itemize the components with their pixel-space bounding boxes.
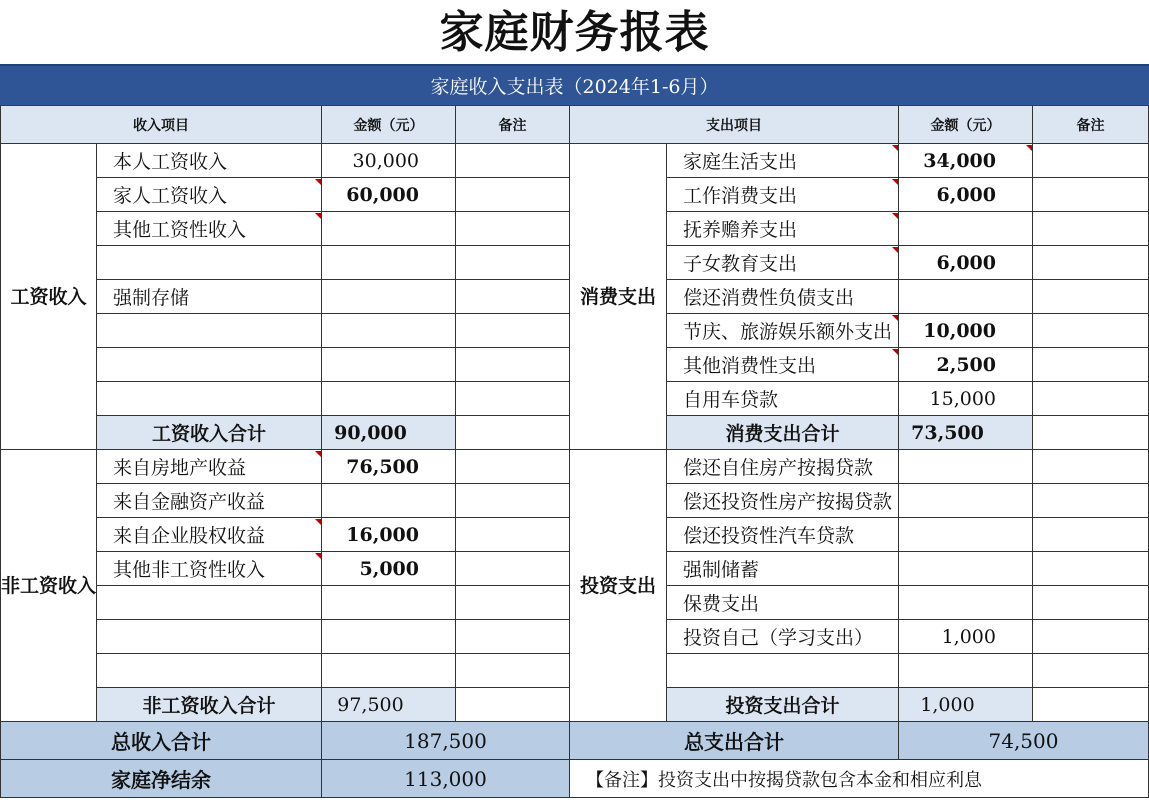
- total-income-value: 187,500: [322, 722, 570, 760]
- income-item-label: 家人工资收入: [97, 178, 322, 212]
- income-group-salary: 工资收入: [0, 144, 97, 450]
- expense-item-amount[interactable]: [899, 654, 1033, 688]
- expense-item-note[interactable]: [1033, 654, 1149, 688]
- income-item-label: [97, 586, 322, 620]
- expense-item-note[interactable]: [1033, 144, 1149, 178]
- expense-invest-subtotal-label: 投资支出合计: [667, 688, 899, 722]
- header-expense-amount: 金额（元）: [899, 106, 1033, 144]
- income-nonsalary-subtotal-note[interactable]: [456, 688, 570, 722]
- income-item-label: [97, 246, 322, 280]
- net-balance-value: 113,000: [322, 760, 570, 798]
- expense-item-label: 节庆、旅游娱乐额外支出: [667, 314, 899, 348]
- expense-item-note[interactable]: [1033, 382, 1149, 416]
- income-item-amount[interactable]: [322, 280, 456, 314]
- expense-item-label: 偿还投资性汽车贷款: [667, 518, 899, 552]
- expense-group-consume: 消费支出: [570, 144, 667, 450]
- expense-item-amount[interactable]: 6,000: [899, 178, 1033, 212]
- income-item-amount[interactable]: [322, 654, 456, 688]
- income-item-amount[interactable]: 76,500: [322, 450, 456, 484]
- income-item-note[interactable]: [456, 654, 570, 688]
- expense-consume-subtotal-label: 消费支出合计: [667, 416, 899, 450]
- income-item-note[interactable]: [456, 518, 570, 552]
- expense-consume-subtotal-note[interactable]: [1033, 416, 1149, 450]
- income-item-label: 来自企业股权收益: [97, 518, 322, 552]
- comment-marker: [892, 213, 898, 219]
- expense-item-amount[interactable]: [899, 280, 1033, 314]
- comment-marker: [892, 145, 898, 151]
- expense-item-amount[interactable]: [899, 586, 1033, 620]
- income-item-note[interactable]: [456, 280, 570, 314]
- expense-item-note[interactable]: [1033, 518, 1149, 552]
- expense-item-label: 自用车贷款: [667, 382, 899, 416]
- expense-item-label: 偿还消费性负债支出: [667, 280, 899, 314]
- income-group-nonsalary: 非工资收入: [0, 450, 97, 722]
- income-item-note[interactable]: [456, 314, 570, 348]
- income-item-amount[interactable]: [322, 484, 456, 518]
- expense-item-note[interactable]: [1033, 212, 1149, 246]
- comment-marker: [892, 315, 898, 321]
- expense-item-note[interactable]: [1033, 586, 1149, 620]
- income-item-note[interactable]: [456, 620, 570, 654]
- header-income-note: 备注: [456, 106, 570, 144]
- income-item-amount[interactable]: [322, 586, 456, 620]
- income-item-note[interactable]: [456, 246, 570, 280]
- expense-item-amount[interactable]: [899, 484, 1033, 518]
- income-item-label: 强制存储: [97, 280, 322, 314]
- expense-item-label: 保费支出: [667, 586, 899, 620]
- income-item-label: 来自金融资产收益: [97, 484, 322, 518]
- income-item-amount[interactable]: 16,000: [322, 518, 456, 552]
- income-item-amount[interactable]: [322, 212, 456, 246]
- total-income-label: 总收入合计: [0, 722, 322, 760]
- income-salary-subtotal-label: 工资收入合计: [97, 416, 322, 450]
- income-item-amount[interactable]: [322, 348, 456, 382]
- net-balance-label: 家庭净结余: [0, 760, 322, 798]
- income-item-label: 本人工资收入: [97, 144, 322, 178]
- expense-item-label: 工作消费支出: [667, 178, 899, 212]
- expense-item-note[interactable]: [1033, 246, 1149, 280]
- income-item-label: [97, 620, 322, 654]
- comment-marker: [892, 247, 898, 253]
- comment-marker: [315, 451, 321, 457]
- income-item-note[interactable]: [456, 212, 570, 246]
- expense-item-note[interactable]: [1033, 348, 1149, 382]
- header-expense-note: 备注: [1033, 106, 1149, 144]
- expense-item-amount[interactable]: 34,000: [899, 144, 1033, 178]
- comment-marker: [315, 179, 321, 185]
- income-item-note[interactable]: [456, 178, 570, 212]
- expense-item-label: 其他消费性支出: [667, 348, 899, 382]
- income-item-amount[interactable]: 30,000: [322, 144, 456, 178]
- comment-marker: [892, 349, 898, 355]
- expense-item-amount[interactable]: 6,000: [899, 246, 1033, 280]
- expense-item-label: 强制储蓄: [667, 552, 899, 586]
- income-item-label: 其他非工资性收入: [97, 552, 322, 586]
- income-nonsalary-subtotal-label: 非工资收入合计: [97, 688, 322, 722]
- report-title: 家庭财务报表: [439, 7, 710, 58]
- expense-item-note[interactable]: [1033, 280, 1149, 314]
- income-item-amount[interactable]: 60,000: [322, 178, 456, 212]
- comment-marker: [315, 553, 321, 559]
- total-expense-value: 74,500: [899, 722, 1149, 760]
- expense-item-amount[interactable]: [899, 552, 1033, 586]
- expense-item-amount[interactable]: [899, 450, 1033, 484]
- total-expense-label: 总支出合计: [570, 722, 899, 760]
- income-item-note[interactable]: [456, 484, 570, 518]
- expense-item-label: [667, 654, 899, 688]
- comment-marker: [892, 179, 898, 185]
- income-item-amount[interactable]: [322, 620, 456, 654]
- income-item-note[interactable]: [456, 552, 570, 586]
- expense-item-amount[interactable]: 1,000: [899, 620, 1033, 654]
- expense-item-note[interactable]: [1033, 552, 1149, 586]
- income-item-note[interactable]: [456, 586, 570, 620]
- header-income-item: 收入项目: [0, 106, 322, 144]
- expense-item-amount[interactable]: 2,500: [899, 348, 1033, 382]
- income-item-note[interactable]: [456, 450, 570, 484]
- income-item-label: [97, 382, 322, 416]
- comment-marker: [1026, 145, 1032, 151]
- comment-marker: [315, 519, 321, 525]
- expense-item-amount[interactable]: 15,000: [899, 382, 1033, 416]
- expense-item-note[interactable]: [1033, 314, 1149, 348]
- income-salary-subtotal: 90,000: [322, 416, 456, 450]
- expense-item-label: 子女教育支出: [667, 246, 899, 280]
- expense-item-amount[interactable]: [899, 518, 1033, 552]
- income-item-note[interactable]: [456, 348, 570, 382]
- expense-item-label: 投资自己（学习支出）: [667, 620, 899, 654]
- expense-item-amount[interactable]: 10,000: [899, 314, 1033, 348]
- income-item-label: [97, 654, 322, 688]
- income-item-label: [97, 314, 322, 348]
- footnote: 【备注】投资支出中按揭贷款包含本金和相应利息: [570, 760, 1149, 798]
- expense-item-label: 偿还投资性房产按揭贷款: [667, 484, 899, 518]
- header-income-amount: 金额（元）: [322, 106, 456, 144]
- income-item-label: 来自房地产收益: [97, 450, 322, 484]
- income-item-label: 其他工资性收入: [97, 212, 322, 246]
- expense-item-note[interactable]: [1033, 450, 1149, 484]
- header-expense-item: 支出项目: [570, 106, 899, 144]
- comment-marker: [315, 213, 321, 219]
- income-item-label: [97, 348, 322, 382]
- expense-item-amount[interactable]: [899, 212, 1033, 246]
- expense-item-label: 偿还自住房产按揭贷款: [667, 450, 899, 484]
- expense-group-invest: 投资支出: [570, 450, 667, 722]
- table-banner: 家庭收入支出表（2024年1-6月）: [0, 64, 1149, 106]
- income-item-amount[interactable]: [322, 382, 456, 416]
- expense-item-note[interactable]: [1033, 484, 1149, 518]
- expense-item-note[interactable]: [1033, 620, 1149, 654]
- expense-item-note[interactable]: [1033, 178, 1149, 212]
- income-item-amount[interactable]: [322, 314, 456, 348]
- income-nonsalary-subtotal: 97,500: [322, 688, 456, 722]
- expense-invest-subtotal-note[interactable]: [1033, 688, 1149, 722]
- income-item-amount[interactable]: 5,000: [322, 552, 456, 586]
- expense-item-label: 家庭生活支出: [667, 144, 899, 178]
- expense-consume-subtotal: 73,500: [899, 416, 1033, 450]
- income-salary-subtotal-note[interactable]: [456, 416, 570, 450]
- expense-item-label: 抚养赡养支出: [667, 212, 899, 246]
- income-item-note[interactable]: [456, 144, 570, 178]
- expense-invest-subtotal: 1,000: [899, 688, 1033, 722]
- income-item-note[interactable]: [456, 382, 570, 416]
- income-item-amount[interactable]: [322, 246, 456, 280]
